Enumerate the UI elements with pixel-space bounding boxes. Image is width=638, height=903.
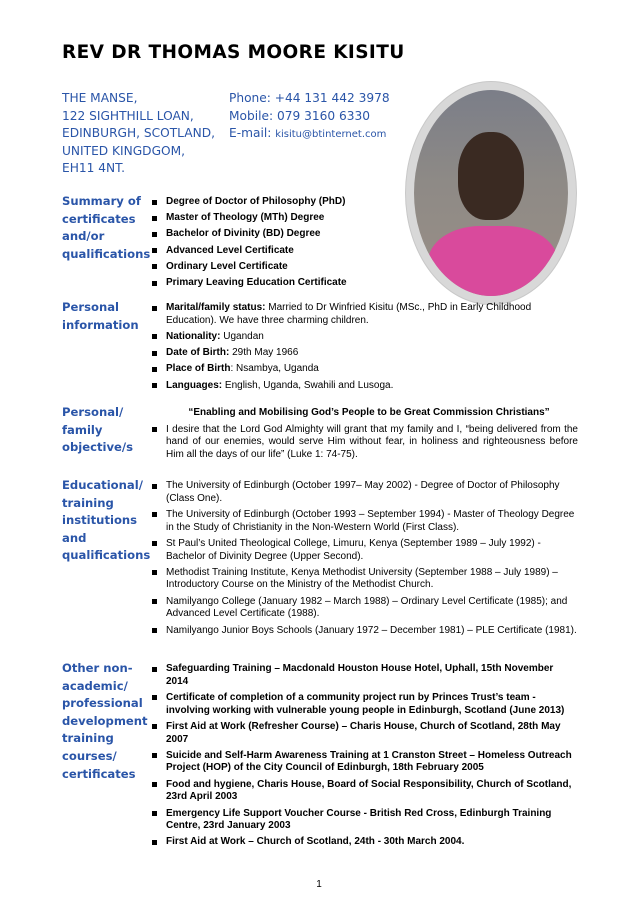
contact-block xyxy=(229,90,390,144)
list-item: The University of Edinburgh (October 1997– May 2002) - Degree of Doctor of Philosophy (Class One). xyxy=(150,480,578,505)
address-line: THE MANSE, xyxy=(62,91,138,105)
address-line: EDINBURGH, SCOTLAND, xyxy=(62,126,215,141)
phone: Phone: +44 131 442 3978 xyxy=(229,91,390,105)
list-item: Methodist Training Institute, Kenya Methodist University (September 1988 – July 1989) – Introductory Course on the Ministry of the Methodist Church. xyxy=(150,567,578,592)
list-item: The University of Edinburgh (October 1993 – September 1994) - Master of Theology Degree in the Study of Christianity in the Non-Western World (First Class). xyxy=(150,509,578,534)
item-key: Date of Birth: xyxy=(166,347,230,359)
section-label: Educational/ training institutions and qualifications xyxy=(62,478,151,563)
address-line: UNITED KINGDGOM, xyxy=(62,143,185,158)
page-number: 1 xyxy=(316,879,322,890)
list-item: Degree of Doctor of Philosophy (PhD) xyxy=(150,196,578,209)
list-item: Safeguarding Training – Macdonald Houston House Hotel, Uphall, 15th November 2014 xyxy=(150,663,578,688)
item-value: 29th May 1966 xyxy=(232,347,299,359)
section-label: Other non-academic/ professional development training courses/ certificates xyxy=(62,661,148,781)
list-item: Namilyango College (January 1982 – March 1988) – Ordinary Level Certificate (1985); and Advanced Level Certificate (1988). xyxy=(150,596,578,621)
email-label: E-mail: xyxy=(229,126,272,141)
list-item: St Paul’s United Theological College, Limuru, Kenya (September 1989 – July 1992) - Bachelor of Divinity Degree (Upper Second). xyxy=(150,538,578,563)
address-line: EH11 4NT. xyxy=(62,161,125,176)
section-label: Summary of certificates and/or qualifications xyxy=(62,194,151,261)
item-key: Marital/family status: xyxy=(166,302,266,313)
item-value: Married to Dr Winfried Kisitu (MSc., PhD in Early Childhood Education). We have three charming children. xyxy=(166,302,532,326)
list-item xyxy=(150,380,578,393)
section-content xyxy=(150,302,578,396)
section-content xyxy=(150,480,578,641)
item-value: English, Uganda, Swahili and Lusoga. xyxy=(224,379,394,391)
email-link[interactable]: kisitu@btinternet.com xyxy=(275,129,387,141)
item-key: Place of Birth xyxy=(166,363,231,375)
section-content xyxy=(150,663,578,853)
postal-address xyxy=(62,90,215,178)
list-item: Advanced Level Certificate xyxy=(150,245,578,258)
item-value: Ugandan xyxy=(223,330,264,342)
section-content xyxy=(150,407,578,465)
list-item: Certificate of completion of a community project run by Princes Trust’s team - involving working with vulnerable young people in Edinburgh, Scotland (June 2013) xyxy=(150,692,578,717)
section-label: Personal/ family objective/s xyxy=(62,405,134,455)
list-item: Master of Theology (MTh) Degree xyxy=(150,212,578,225)
list-item: First Aid at Work (Refresher Course) – Charis House, Church of Scotland, 28th May 2007 xyxy=(150,721,578,746)
motto: “Enabling and Mobilising God’s People to be Great Commission Christians” xyxy=(188,407,550,418)
email-line xyxy=(229,125,390,144)
mobile: Mobile: 079 3160 6330 xyxy=(229,108,371,123)
list-item: Food and hygiene, Charis House, Board of Social Responsibility, Church of Scotland, 23rd April 2003 xyxy=(150,779,578,804)
section-content xyxy=(150,196,578,293)
item-value: : Nsambya, Uganda xyxy=(230,363,319,375)
list-item xyxy=(150,347,578,360)
address-line: 122 SIGHTHILL LOAN, xyxy=(62,108,194,123)
list-item: First Aid at Work – Church of Scotland, 24th - 30th March 2004. xyxy=(150,836,578,849)
list-item xyxy=(150,331,578,344)
list-item xyxy=(150,302,578,327)
list-item: I desire that the Lord God Almighty will grant that my family and I, “being delivered from the hand of our enemies, would serve Him without fear, in holiness and righteousness before Him all the days of our life” (Luke 1: 74-75). xyxy=(150,424,578,462)
list-item xyxy=(150,363,578,376)
item-key: Nationality: xyxy=(166,330,221,342)
list-item: Emergency Life Support Voucher Course - British Red Cross, Edinburgh Training Centre, 23rd January 2003 xyxy=(150,808,578,833)
list-item: Bachelor of Divinity (BD) Degree xyxy=(150,228,578,241)
list-item: Primary Leaving Education Certificate xyxy=(150,277,578,290)
item-key: Languages: xyxy=(166,379,223,391)
list-item: Namilyango Junior Boys Schools (January 1972 – December 1981) – PLE Certificate (1981). xyxy=(150,625,578,638)
cv-name: REV DR THOMAS MOORE KISITU xyxy=(62,42,405,63)
list-item: Ordinary Level Certificate xyxy=(150,261,578,274)
section-label: Personal information xyxy=(62,300,139,332)
list-item: Suicide and Self-Harm Awareness Training at 1 Cranston Street – Homeless Outreach Project (HOP) of the City Council of Edinburgh, 18th February 2005 xyxy=(150,750,578,775)
